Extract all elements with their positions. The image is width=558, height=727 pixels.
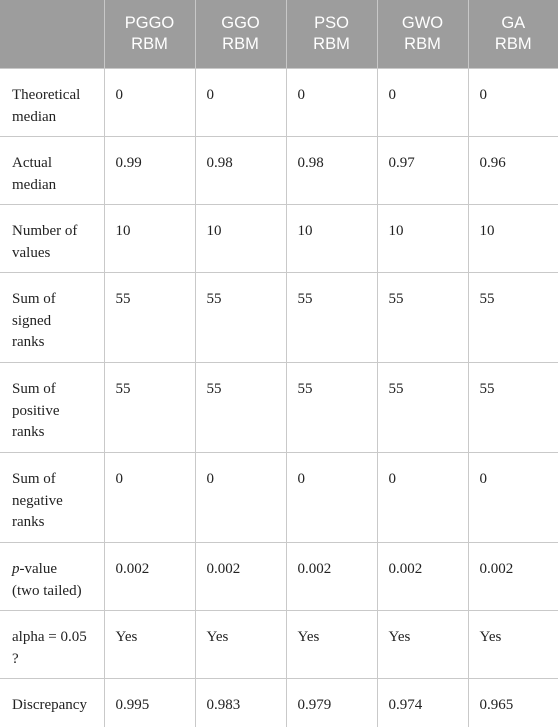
row-label-line: ranks [12, 332, 100, 354]
header-line: RBM [378, 34, 468, 55]
table-cell: Yes [286, 611, 377, 679]
table-cell: 0 [286, 69, 377, 137]
row-label-line: Sum of [12, 379, 100, 401]
row-label-line: Actual [12, 153, 100, 175]
table-row-sum-of-signed-ranks [0, 273, 558, 363]
table-cell: 0.98 [286, 137, 377, 205]
row-label-line: median [12, 107, 100, 129]
header-line: RBM [469, 34, 558, 55]
header-line: RBM [287, 34, 377, 55]
row-label [0, 453, 104, 543]
row-label-line: values [12, 243, 100, 265]
table-cell: 10 [377, 205, 468, 273]
table-cell: 0.974 [377, 679, 468, 727]
table-cell: 55 [195, 363, 286, 453]
table-cell: 0.002 [195, 543, 286, 611]
row-label-line: signed [12, 311, 100, 333]
p-italic: p [12, 561, 20, 577]
table-cell: 0.97 [377, 137, 468, 205]
header-line: PSO [287, 13, 377, 34]
row-label [0, 543, 104, 611]
table-cell: 0.002 [104, 543, 195, 611]
table-cell: 55 [468, 363, 558, 453]
table-row-theoretical-median [0, 69, 558, 137]
header-row [0, 0, 558, 69]
table-cell: 55 [195, 273, 286, 363]
table-cell: 0 [377, 453, 468, 543]
header-line: RBM [105, 34, 195, 55]
header-line: GWO [378, 13, 468, 34]
table-row-number-of-values [0, 205, 558, 273]
row-label [0, 69, 104, 137]
row-label-line: median [12, 175, 100, 197]
table-cell: Yes [104, 611, 195, 679]
table-row-sum-of-negative-ranks [0, 453, 558, 543]
row-label-line: Theoretical [12, 85, 100, 107]
table-row-actual-median [0, 137, 558, 205]
table-cell: 10 [468, 205, 558, 273]
row-label [0, 679, 104, 727]
row-label-line: Sum of [12, 289, 100, 311]
table-cell: 0.979 [286, 679, 377, 727]
row-label [0, 273, 104, 363]
table-row-discrepancy [0, 679, 558, 727]
p-value-suffix: -value [20, 561, 57, 577]
row-label [0, 137, 104, 205]
table-cell: 0 [104, 453, 195, 543]
row-label [0, 611, 104, 679]
row-label-line: ranks [12, 512, 100, 534]
table-row-sum-of-positive-ranks [0, 363, 558, 453]
table-cell: 10 [104, 205, 195, 273]
row-label-line: Sum of [12, 469, 100, 491]
row-label [0, 363, 104, 453]
table-cell: 0 [195, 69, 286, 137]
table-cell: 0.002 [377, 543, 468, 611]
table-cell: 0 [286, 453, 377, 543]
table-row-alpha [0, 611, 558, 679]
table-cell: 0 [104, 69, 195, 137]
row-label-line: positive [12, 401, 100, 423]
row-label [0, 205, 104, 273]
row-label-line [12, 559, 100, 581]
table-cell: 0 [195, 453, 286, 543]
header-line: PGGO [105, 13, 195, 34]
table-cell: 10 [286, 205, 377, 273]
table-cell: 0.002 [286, 543, 377, 611]
header-cell-ga-rbm [468, 0, 558, 69]
table-cell: 55 [286, 273, 377, 363]
row-label-line: alpha = 0.05 [12, 627, 100, 649]
table-row-p-value [0, 543, 558, 611]
table-cell: 55 [104, 273, 195, 363]
row-label-line: Discrepancy [12, 695, 100, 717]
table-cell: 55 [377, 273, 468, 363]
table-cell: 0 [468, 69, 558, 137]
table-cell: 0.983 [195, 679, 286, 727]
row-label-line: (two tailed) [12, 581, 100, 603]
table-cell: Yes [377, 611, 468, 679]
table-cell: Yes [195, 611, 286, 679]
header-line: GGO [196, 13, 286, 34]
table-cell: 0.96 [468, 137, 558, 205]
table-cell: 0.002 [468, 543, 558, 611]
header-cell-gwo-rbm [377, 0, 468, 69]
table-cell: 0 [468, 453, 558, 543]
table-cell: 55 [104, 363, 195, 453]
row-label-line: negative [12, 491, 100, 513]
table-cell: 55 [286, 363, 377, 453]
header-line: RBM [196, 34, 286, 55]
table-cell: 0.98 [195, 137, 286, 205]
table-cell: 0.99 [104, 137, 195, 205]
table-cell: 0.965 [468, 679, 558, 727]
header-cell-ggo-rbm [195, 0, 286, 69]
header-cell-pso-rbm [286, 0, 377, 69]
table-cell: 55 [468, 273, 558, 363]
row-label-line: Number of [12, 221, 100, 243]
table-cell: 0.995 [104, 679, 195, 727]
row-label-line: ranks [12, 422, 100, 444]
header-cell-corner [0, 0, 104, 69]
header-cell-pggo-rbm [104, 0, 195, 69]
header-line: GA [469, 13, 558, 34]
row-label-line: ? [12, 649, 100, 671]
table-cell: 10 [195, 205, 286, 273]
table-cell: 0 [377, 69, 468, 137]
table-cell: Yes [468, 611, 558, 679]
table-cell: 55 [377, 363, 468, 453]
